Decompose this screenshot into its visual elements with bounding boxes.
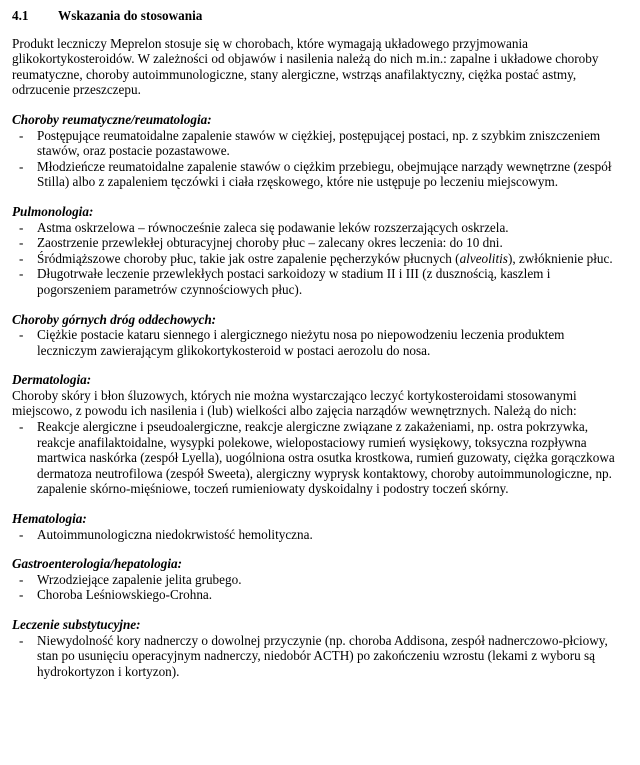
dermatology-paragraph: Choroby skóry i błon śluzowych, których nie można wystarczająco leczyć kortykosteroidami stosowanymi miejscowo, z powodu ich nasilenia i (lub) wielkości albo zajęcia narządów wewnętrznych. Należą do nich: <box>12 387 577 419</box>
indication-list <box>12 327 626 358</box>
group-pulmonology <box>12 204 626 298</box>
group-heading: Leczenie substytucyjne: <box>12 617 141 632</box>
group-upper-respiratory <box>12 312 626 359</box>
list-item: - Astma oskrzelowa – równocześnie zaleca się podawanie leków rozszerzających oskrzela. <box>12 220 626 236</box>
list-item: - Długotrwałe leczenie przewlekłych postaci sarkoidozy w stadium II i III (z dusznością, kaszlem i pogorszeniem parametrów czynnościowych płuc). <box>12 266 626 297</box>
section-heading <box>12 8 626 24</box>
group-hematology <box>12 511 626 542</box>
list-item: - Choroba Leśniowskiego-Crohna. <box>12 587 626 603</box>
list-item: - Wrzodziejące zapalenie jelita grubego. <box>12 572 626 588</box>
group-substitution <box>12 617 626 679</box>
list-item-text: Śródmiąższowe choroby płuc, takie jak ostre zapalenie pęcherzyków płucnych (alveolitis), zwłóknienie płuc. <box>37 250 613 266</box>
indication-list <box>12 220 626 298</box>
group-rheumatology <box>12 112 626 190</box>
group-gastroenterology <box>12 556 626 603</box>
intro-paragraph: Produkt leczniczy Meprelon stosuje się w chorobach, które wymagają układowego przyjmowania glikokortykosteroidów. W zależności od objawów i nasilenia należą do nich m.in.: zapalne i układowe choroby reumatyczne, choroby autoimmunologiczne, stany alergiczne, wstrząs anafilaktyczny, ciężka postać astmy, odrzucenie przeszczepu. <box>12 35 599 98</box>
list-item: - Postępujące reumatoidalne zapalenie stawów w ciężkiej, postępującej postaci, np. z szybkim zniszczeniem stawów, oraz postacie pozastawowe. <box>12 128 626 159</box>
group-heading: Hematologia: <box>12 511 87 527</box>
section-number: 4.1 <box>12 8 29 23</box>
list-item: - Zaostrzenie przewlekłej obturacyjnej choroby płuc – zalecany okres leczenia: do 10 dni. <box>12 235 626 251</box>
section-title: Wskazania do stosowania <box>58 8 203 23</box>
group-heading: Choroby górnych dróg oddechowych: <box>12 311 217 327</box>
indication-list <box>12 633 626 680</box>
list-item-alveolitis <box>12 251 626 267</box>
list-item: - Reakcje alergiczne i pseudoalergiczne, reakcje alergiczne związane z zakażeniami, np. ostra pokrzywka, reakcje anafilaktoidalne, wysypki polekowe, wielopostaciowy rumień wysiękowy, toksyczna rozpływna martwica naskórka (zespół Lyella), uogólniona ostra osutka krostkowa, rumień guzowaty, ciężka gorączkowa dermatoza neutrofilowa (zespół Sweeta), alergiczny wyprysk kontaktowy, choroby autoimmunologiczne, np. zapalenie skórno-mięśniowe, toczeń rumieniowaty dyskoidalny i podostry toczeń skórny. <box>12 419 626 497</box>
list-item: - Autoimmunologiczna niedokrwistość hemolityczna. <box>12 527 626 543</box>
group-heading: Pulmonologia: <box>12 203 94 219</box>
indication-list <box>12 527 626 543</box>
group-heading: Dermatologia: <box>12 372 92 388</box>
group-dermatology <box>12 372 626 497</box>
indication-list <box>12 419 626 497</box>
list-item: - Młodzieńcze reumatoidalne zapalenie stawów o ciężkim przebiegu, obejmujące narządy wewnętrzne (zespół Stilla) albo z zapaleniem tęczówki i ciała rzęskowego, które nie ustępuje po leczeniu miejscowym. <box>12 159 626 190</box>
group-heading: Gastroenterologia/hepatologia: <box>12 556 182 572</box>
list-item: - Niewydolność kory nadnerczy o dowolnej przyczynie (np. choroba Addisona, zespół nadnerczowo-płciowy, stan po usunięciu operacyjnym nadnerczy, niedobór ACTH) po zakończeniu wzrostu (lekami z wyboru są hydrokortyzon i kortyzon). <box>12 633 626 680</box>
list-item: - Ciężkie postacie kataru siennego i alergicznego nieżytu nosa po niepowodzeniu leczenia produktem leczniczym zawierającym glikokortykosteroid w postaci aerozolu do nosa. <box>12 327 626 358</box>
indication-list <box>12 128 626 190</box>
group-heading: Choroby reumatyczne/reumatologia: <box>12 111 212 127</box>
latin-term: alveolitis <box>459 250 508 266</box>
indication-list <box>12 572 626 603</box>
